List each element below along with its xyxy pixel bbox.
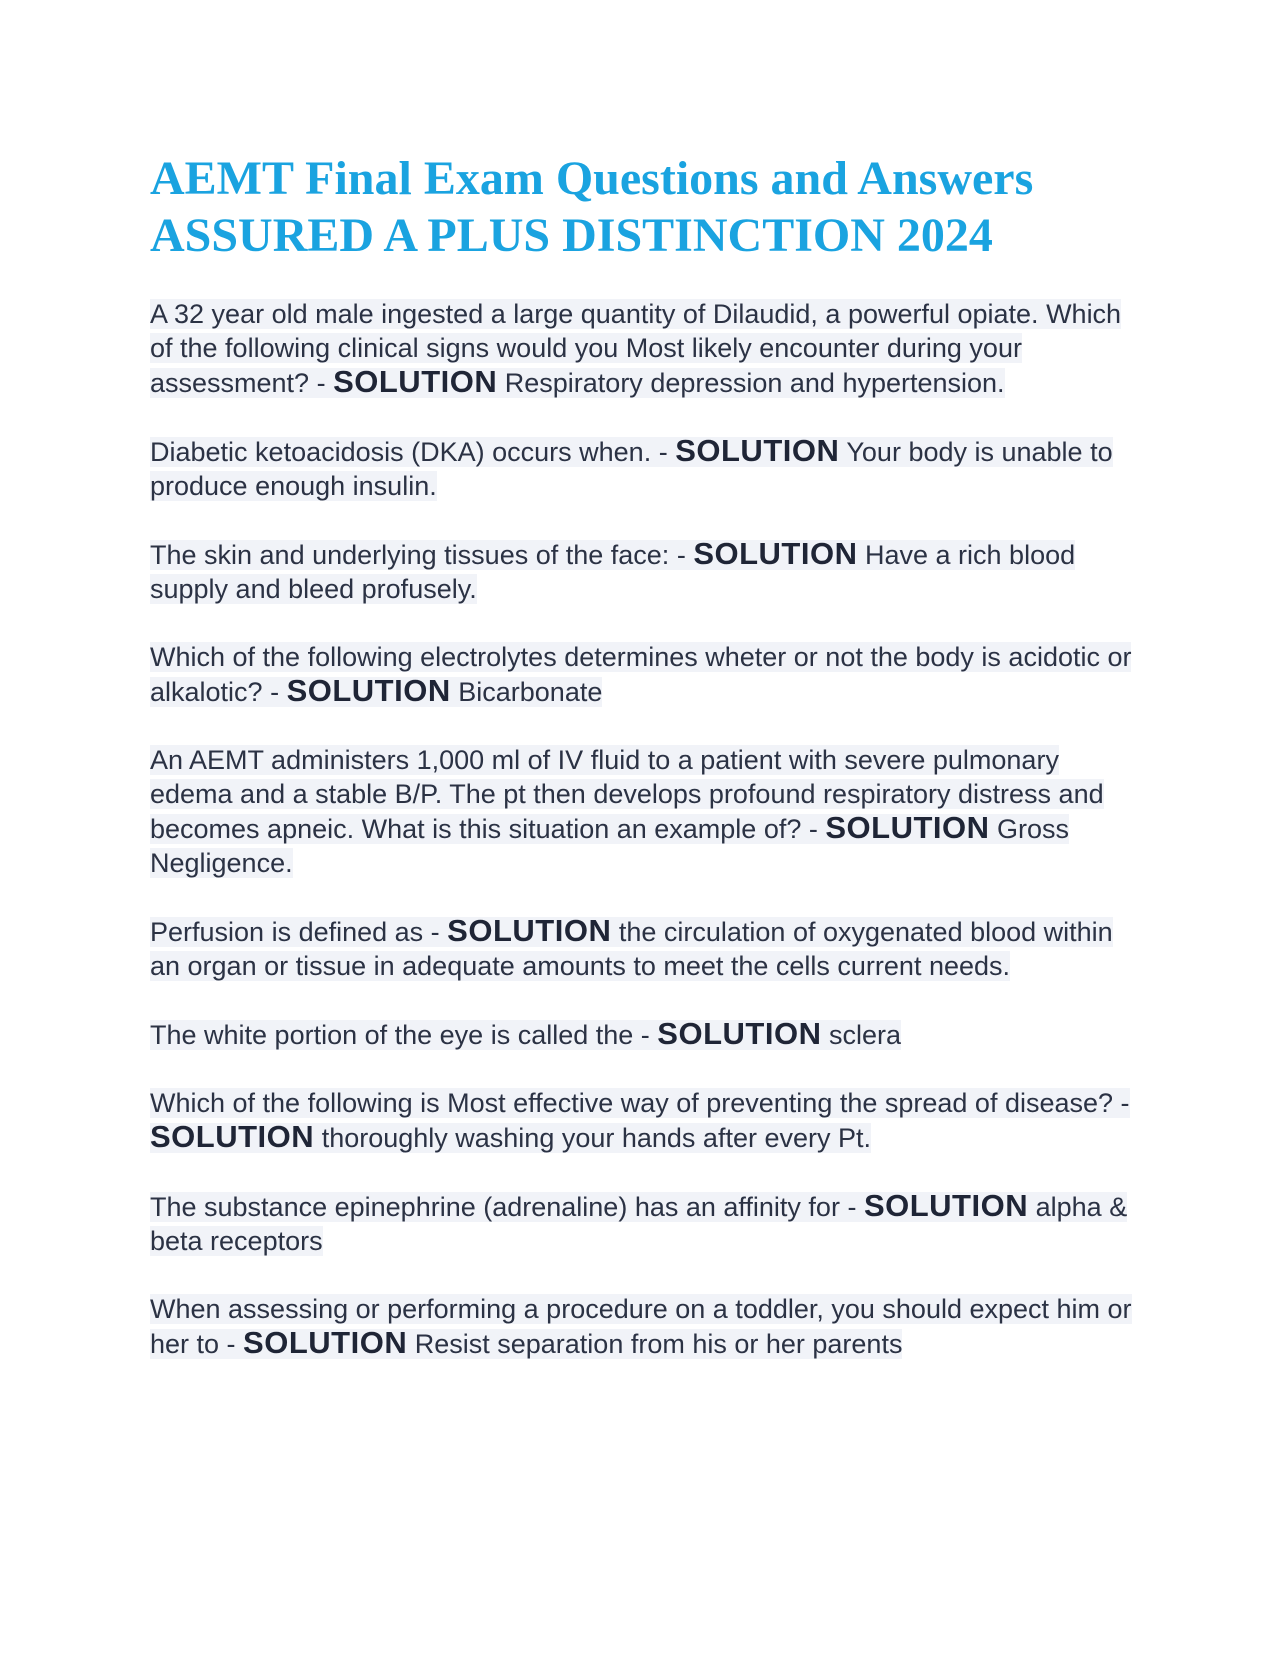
solution-label: SOLUTION	[286, 673, 451, 708]
solution-label: SOLUTION	[863, 1188, 1029, 1223]
solution-label: SOLUTION	[657, 1016, 822, 1051]
question-text: The white portion of the eye is called the	[150, 1020, 634, 1050]
separator: -	[219, 1329, 244, 1359]
title-line-1: AEMT Final Exam Questions and Answers	[150, 152, 1034, 205]
answer-text: sclera	[828, 1020, 902, 1050]
separator: -	[651, 437, 676, 467]
solution-label: SOLUTION	[675, 433, 840, 468]
question-text: Which of the following is Most effective way of preventing the spread of disease?	[150, 1088, 1114, 1118]
question-text: When assessing or performing a procedure on a toddler, you should expect him or her to	[150, 1294, 1132, 1359]
question-text: Perfusion is defined as	[150, 917, 424, 947]
separator: -	[309, 368, 334, 398]
qa-item	[150, 914, 1140, 983]
qa-item	[150, 297, 1140, 400]
qa-highlight	[150, 299, 1121, 398]
question-text: A 32 year old male ingested a large quantity of Dilaudid, a powerful opiate. Which of the following clinical signs would you Most likely encounter during your assessment?	[150, 299, 1122, 398]
qa-highlight	[150, 1016, 902, 1051]
question-text: Diabetic ketoacidosis (DKA) occurs when.	[150, 437, 652, 467]
solution-label: SOLUTION	[825, 810, 990, 845]
separator: -	[669, 540, 694, 570]
title-line-2: ASSURED A PLUS DISTINCTION 2024	[150, 209, 993, 262]
qa-highlight	[150, 642, 1131, 707]
qa-item	[150, 1086, 1140, 1155]
separator: -	[839, 1192, 864, 1222]
separator: -	[423, 917, 448, 947]
qa-highlight	[150, 913, 1113, 981]
qa-item	[150, 640, 1140, 709]
question-text: The substance epinephrine (adrenaline) has an affinity for	[150, 1192, 840, 1222]
solution-label: SOLUTION	[243, 1325, 408, 1360]
qa-item	[150, 434, 1140, 503]
qa-item	[150, 1292, 1140, 1361]
answer-text: Respiratory depression and hypertension.	[504, 368, 1005, 398]
qa-list	[150, 297, 1140, 1361]
qa-highlight	[150, 1188, 1128, 1256]
qa-item	[150, 537, 1140, 606]
solution-label: SOLUTION	[150, 1119, 315, 1154]
document-page	[150, 150, 1140, 1395]
question-text: Which of the following electrolytes determines wheter or not the body is acidotic or alkalotic?	[150, 642, 1132, 707]
document-title	[150, 150, 1140, 264]
separator: -	[1113, 1088, 1130, 1118]
qa-item	[150, 1017, 1140, 1052]
qa-item	[150, 743, 1140, 880]
answer-text: thoroughly washing your hands after every Pt.	[321, 1123, 871, 1153]
qa-highlight	[150, 536, 1076, 604]
solution-label: SOLUTION	[693, 536, 858, 571]
answer-text: Gross Negligence.	[150, 814, 1070, 878]
separator: -	[633, 1020, 658, 1050]
question-text: The skin and underlying tissues of the face:	[150, 540, 670, 570]
question-text: An AEMT administers 1,000 ml of IV fluid to a patient with severe pulmonary edema and a stable B/P. The pt then develops profound respiratory distress and becomes apneic. What is this situation an example of?	[150, 745, 1104, 844]
answer-text: Your body is unable to produce enough insulin.	[150, 437, 1113, 501]
answer-text: Bicarbonate	[458, 677, 603, 707]
qa-item	[150, 1189, 1140, 1258]
qa-highlight	[150, 745, 1104, 878]
solution-label: SOLUTION	[447, 913, 612, 948]
answer-text: the circulation of oxygenated blood within an organ or tissue in adequate amounts to meet the cells current needs.	[150, 917, 1113, 981]
separator: -	[801, 814, 826, 844]
answer-text: Resist separation from his or her parents	[414, 1329, 903, 1359]
solution-label: SOLUTION	[333, 364, 498, 399]
qa-highlight	[150, 433, 1113, 501]
separator: -	[262, 677, 287, 707]
answer-text: Have a rich blood supply and bleed profusely.	[150, 540, 1076, 604]
qa-highlight	[150, 1088, 1130, 1153]
qa-highlight	[150, 1294, 1132, 1359]
answer-text: alpha & beta receptors	[150, 1192, 1128, 1256]
